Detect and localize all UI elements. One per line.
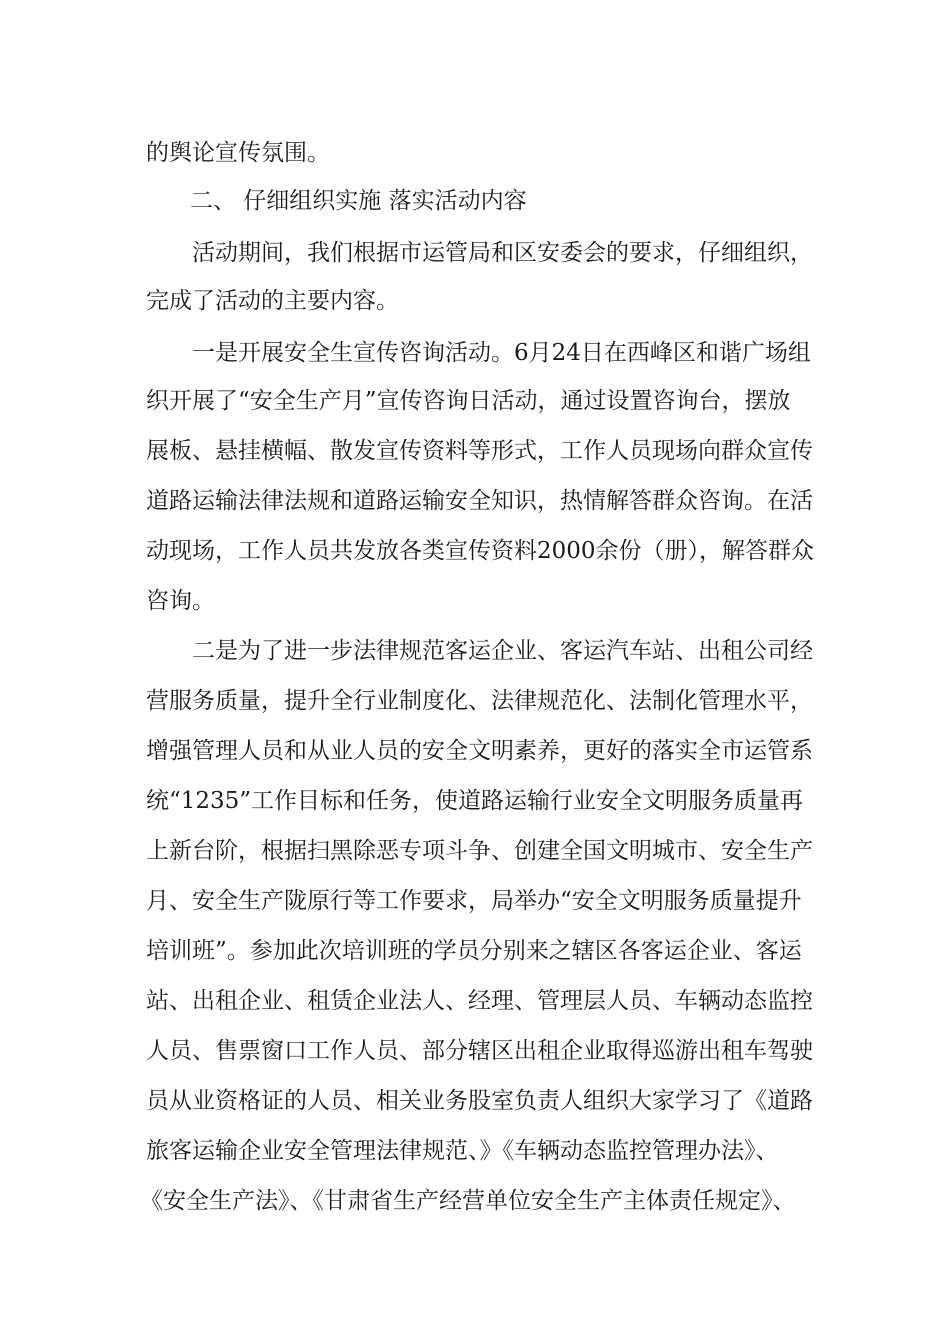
paragraph-first-line: 活动期间，我们根据市运管局和区安委会的要求，仔细组织， xyxy=(192,240,813,266)
text-line: 旅客运输企业安全管理法律规范、》《车辆动态监控管理办法》、 xyxy=(146,1138,779,1164)
paragraph-first-line: 二是为了进一步法律规范客运企业、客运汽车站、出租公司经 xyxy=(192,638,813,664)
text-line: 动现场，工作人员共发放各类宣传资料2000余份（册），解答群众 xyxy=(146,538,815,564)
text-line: 《安全生产法》、《甘肃省生产经营单位安全生产主体责任规定》、 xyxy=(140,1188,796,1214)
text-line: 增强管理人员和从业人员的安全文明素养，更好的落实全市运管系 xyxy=(146,738,813,764)
text-line: 营服务质量，提升全行业制度化、法律规范化、法制化管理水平， xyxy=(146,688,813,714)
text-line: 展板、悬挂横幅、散发宣传资料等形式，工作人员现场向群众宣传 xyxy=(146,438,813,464)
text-line: 员从业资格证的人员、相关业务股室负责人组织大家学习了《道路 xyxy=(146,1088,813,1114)
text-line: 道路运输法律法规和道路运输安全知识，热情解答群众咨询。在活 xyxy=(146,488,813,514)
text-line: 统“1235”工作目标和任务，使道路运输行业安全文明服务质量再 xyxy=(146,788,804,814)
text-line: 人员、售票窗口工作人员、部分辖区出租企业取得巡游出租车驾驶 xyxy=(146,1038,813,1064)
text-line: 的舆论宣传氛围。 xyxy=(146,140,330,166)
text-line: 培训班”。参加此次培训班的学员分别来之辖区各客运企业、客运 xyxy=(146,938,802,964)
text-line: 咨询。 xyxy=(146,588,215,614)
text-line: 完成了活动的主要内容。 xyxy=(146,288,399,314)
text-line: 站、出租企业、租赁企业法人、经理、管理层人员、车辆动态监控 xyxy=(146,988,813,1014)
section-heading: 二、 仔细组织实施 落实活动内容 xyxy=(190,188,527,214)
text-line: 月、安全生产陇原行等工作要求，局举办“安全文明服务质量提升 xyxy=(146,888,802,914)
text-line: 上新台阶，根据扫黑除恶专项斗争、创建全国文明城市、安全生产 xyxy=(146,838,813,864)
paragraph-first-line: 一是开展安全生宣传咨询活动。6月24日在西峰区和谐广场组 xyxy=(192,340,811,366)
text-line: 织开展了“安全生产月”宣传咨询日活动，通过设置咨询台，摆放 xyxy=(146,388,791,414)
